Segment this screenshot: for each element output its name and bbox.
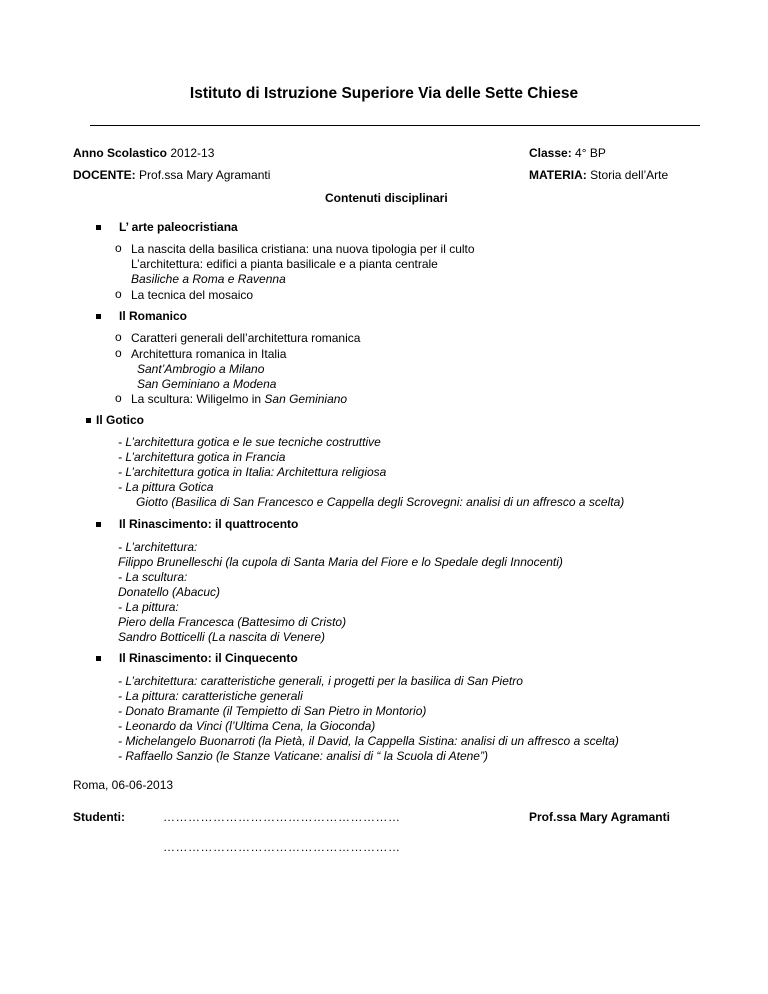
subject-info [529, 168, 668, 182]
signature-line: ………………………………………………… [163, 810, 401, 824]
circle-bullet-icon: o [115, 241, 122, 255]
list-item: Sant’Ambrogio a Milano [137, 362, 265, 376]
teacher-value: Prof.ssa Mary Agramanti [139, 168, 271, 182]
list-item: - Michelangelo Buonarroti (la Pietà, il David, la Cappella Sistina: analisi di un affresco a scelta) [118, 734, 619, 748]
school-title: Istituto di Istruzione Superiore Via delle Sette Chiese [189, 85, 579, 102]
circle-bullet-icon: o [115, 287, 122, 301]
teacher-signature: Prof.ssa Mary Agramanti [529, 810, 670, 824]
list-item: - Raffaello Sanzio (le Stanze Vaticane: analisi di “ la Scuola di Atene”) [118, 749, 488, 763]
list-item: L’architettura: edifici a pianta basilicale e a pianta centrale [131, 257, 438, 271]
signature-line: ………………………………………………… [163, 840, 401, 854]
list-item: - Donato Bramante (il Tempietto di San Pietro in Montorio) [118, 704, 427, 718]
list-item: San Geminiano a Modena [137, 377, 277, 391]
class-label: Classe: [529, 146, 572, 160]
title-rule [90, 125, 700, 126]
teacher-label: DOCENTE: [73, 168, 136, 182]
square-bullet-icon [96, 522, 101, 527]
list-item: Filippo Brunelleschi (la cupola di Santa Maria del Fiore e lo Spedale degli Innocenti) [118, 555, 563, 569]
section-title-paleocristiana: L’ arte paleocristiana [119, 220, 238, 234]
section-title-cinquecento: Il Rinascimento: il Cinquecento [119, 651, 298, 665]
circle-bullet-icon: o [115, 391, 122, 405]
school-year-label: Anno Scolastico [73, 146, 168, 160]
square-bullet-icon [96, 656, 101, 661]
circle-bullet-icon: o [115, 346, 122, 360]
list-item: Caratteri generali dell’architettura romanica [131, 331, 361, 345]
list-item [131, 392, 347, 406]
list-item: Donatello (Abacuc) [118, 585, 221, 599]
list-item: - La pittura Gotica [118, 480, 214, 494]
school-year [73, 146, 214, 160]
school-year-value: 2012-13 [170, 146, 215, 160]
circle-bullet-icon: o [115, 330, 122, 344]
list-item: - Leonardo da Vinci (l’Ultima Cena, la Gioconda) [118, 719, 376, 733]
list-item: - L’architettura gotica e le sue tecniche costruttive [118, 435, 381, 449]
list-item: Sandro Botticelli (La nascita di Venere) [118, 630, 325, 644]
students-label: Studenti: [73, 810, 125, 824]
list-item: - La pittura: [118, 600, 179, 614]
section-title-romanico: Il Romanico [119, 309, 188, 323]
list-item: Giotto (Basilica di San Francesco e Cappella degli Scrovegni: analisi di un affresco a scelta) [136, 495, 625, 509]
list-item: La tecnica del mosaico [131, 288, 254, 302]
list-item: - L’architettura: caratteristiche generali, i progetti per la basilica di San Pietro [118, 674, 523, 688]
list-item: - L’architettura gotica in Francia [118, 450, 286, 464]
subject-label: MATERIA: [529, 168, 587, 182]
subject-value: Storia dell’Arte [590, 168, 669, 182]
square-bullet-icon [96, 225, 101, 230]
section-title-quattrocento: Il Rinascimento: il quattrocento [119, 517, 299, 531]
contents-title: Contenuti disciplinari [325, 191, 448, 205]
list-item: - L’architettura: [118, 540, 198, 554]
teacher-info [73, 168, 270, 182]
list-item: Architettura romanica in Italia [131, 347, 287, 361]
square-bullet-icon [86, 418, 91, 423]
list-item-italic: San Geminiano [264, 392, 348, 406]
list-item: - L’architettura gotica in Italia: Architettura religiosa [118, 465, 387, 479]
list-item: - La pittura: caratteristiche generali [118, 689, 303, 703]
square-bullet-icon [96, 314, 101, 319]
list-item: Basiliche a Roma e Ravenna [131, 272, 286, 286]
list-item: Piero della Francesca (Battesimo di Cristo) [118, 615, 347, 629]
section-title-gotico: Il Gotico [96, 413, 144, 427]
class-value: 4° BP [575, 146, 606, 160]
list-item: - La scultura: [118, 570, 188, 584]
class-info [529, 146, 606, 160]
list-item: La nascita della basilica cristiana: una nuova tipologia per il culto [131, 242, 475, 256]
list-item-text: La scultura: Wiligelmo in [131, 392, 265, 406]
place-date: Roma, 06-06-2013 [73, 778, 174, 792]
